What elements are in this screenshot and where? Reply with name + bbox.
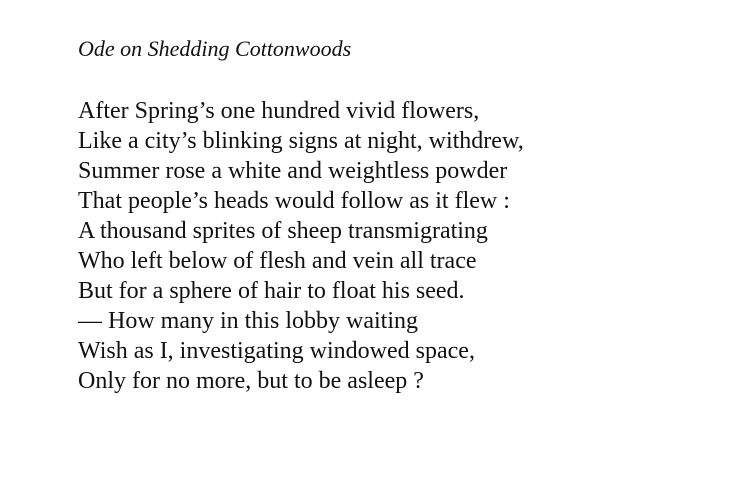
poem-line: Wish as I, investigating windowed space, [78,338,475,364]
poem-line: Like a city’s blinking signs at night, withdrew, [78,128,524,154]
poem-line: Who left below of flesh and vein all trace [78,248,477,274]
poem-title: Ode on Shedding Cottonwoods [78,36,352,61]
poem-line: — How many in this lobby waiting [78,308,418,334]
poem-line: That people’s heads would follow as it flew : [78,188,510,214]
poem [78,34,718,396]
poem-line: But for a sphere of hair to float his seed. [78,278,465,304]
poem-line: Summer rose a white and weightless powder [78,158,508,184]
poem-line: Only for no more, but to be asleep ? [78,368,424,394]
poem-line: A thousand sprites of sheep transmigrating [78,218,488,244]
poem-body [78,96,718,396]
poem-line: After Spring’s one hundred vivid flowers, [78,98,480,124]
